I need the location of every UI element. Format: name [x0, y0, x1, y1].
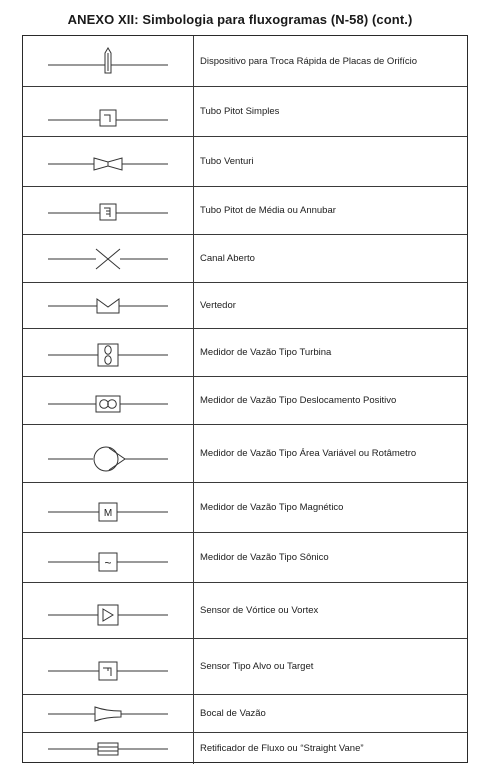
symbol-label: Bocal de Vazão — [200, 708, 266, 719]
table-row — [23, 424, 467, 482]
symbol-label: Tubo Pitot Simples — [200, 106, 280, 117]
symbol-cell — [23, 377, 194, 424]
table-row — [23, 582, 467, 638]
pitot-tube-icon — [48, 92, 168, 132]
table-row — [23, 234, 467, 282]
symbol-label: Tubo Pitot de Média ou Annubar — [200, 205, 336, 216]
symbol-cell — [23, 235, 194, 282]
symbol-cell — [23, 36, 194, 86]
symbol-cell — [23, 639, 194, 694]
symbol-cell — [23, 583, 194, 638]
symbol-cell — [23, 425, 194, 482]
symbol-cell — [23, 283, 194, 328]
symbol-cell — [23, 733, 194, 764]
symbol-label: Canal Aberto — [200, 253, 255, 264]
open-channel-icon — [48, 239, 168, 279]
symbol-label: Vertedor — [200, 300, 236, 311]
turbine-meter-icon — [48, 333, 168, 373]
vortex-sensor-icon — [48, 591, 168, 631]
symbol-cell — [23, 695, 194, 732]
table-row — [23, 86, 467, 136]
symbol-cell — [23, 483, 194, 532]
symbol-glyph: M — [103, 507, 113, 519]
symbol-label: Dispositivo para Troca Rápida de Placas de Orifício — [200, 55, 418, 67]
target-sensor-icon — [48, 647, 168, 687]
table-row — [23, 136, 467, 186]
symbol-label: Retificador de Fluxo ou “Straight Vane” — [200, 743, 364, 754]
table-row — [23, 482, 467, 532]
sonic-meter-icon — [48, 538, 168, 578]
flow-nozzle-icon — [48, 694, 168, 734]
symbol-label: Tubo Venturi — [200, 156, 254, 167]
table-row — [23, 732, 467, 764]
symbol-label: Sensor Tipo Alvo ou Target — [200, 661, 314, 672]
venturi-tube-icon — [48, 142, 168, 182]
rotameter-icon — [48, 434, 168, 474]
table-row — [23, 532, 467, 582]
table-row — [23, 328, 467, 376]
orifice-plate-quick-change-icon — [48, 41, 168, 81]
page-title: ANEXO XII: Simbologia para fluxogramas (N-58) (cont.) — [67, 12, 413, 27]
positive-displacement-meter-icon — [48, 381, 168, 421]
table-row — [23, 376, 467, 424]
symbol-label: Medidor de Vazão Tipo Deslocamento Positivo — [200, 395, 397, 406]
symbol-label: Medidor de Vazão Tipo Área Variável ou Rotâmetro — [200, 448, 417, 459]
symbol-cell — [23, 137, 194, 186]
symbol-cell — [23, 87, 194, 136]
symbol-label: Medidor de Vazão Tipo Turbina — [200, 347, 332, 358]
table-row — [23, 638, 467, 694]
symbol-cell — [23, 329, 194, 376]
symbol-cell — [23, 533, 194, 582]
table-row — [23, 186, 467, 234]
magnetic-meter-icon — [48, 488, 168, 528]
weir-icon — [48, 286, 168, 326]
averaging-pitot-icon — [48, 191, 168, 231]
table-row — [23, 36, 467, 86]
symbol-label: Sensor de Vórtice ou Vortex — [200, 605, 319, 616]
symbol-glyph: ~ — [104, 555, 112, 570]
symbol-cell — [23, 187, 194, 234]
table-row — [23, 282, 467, 328]
table-row — [23, 694, 467, 732]
symbol-table — [22, 35, 468, 763]
flow-straightener-icon — [48, 729, 168, 769]
symbol-label: Medidor de Vazão Tipo Sônico — [200, 552, 329, 563]
symbol-label: Medidor de Vazão Tipo Magnético — [200, 502, 344, 513]
